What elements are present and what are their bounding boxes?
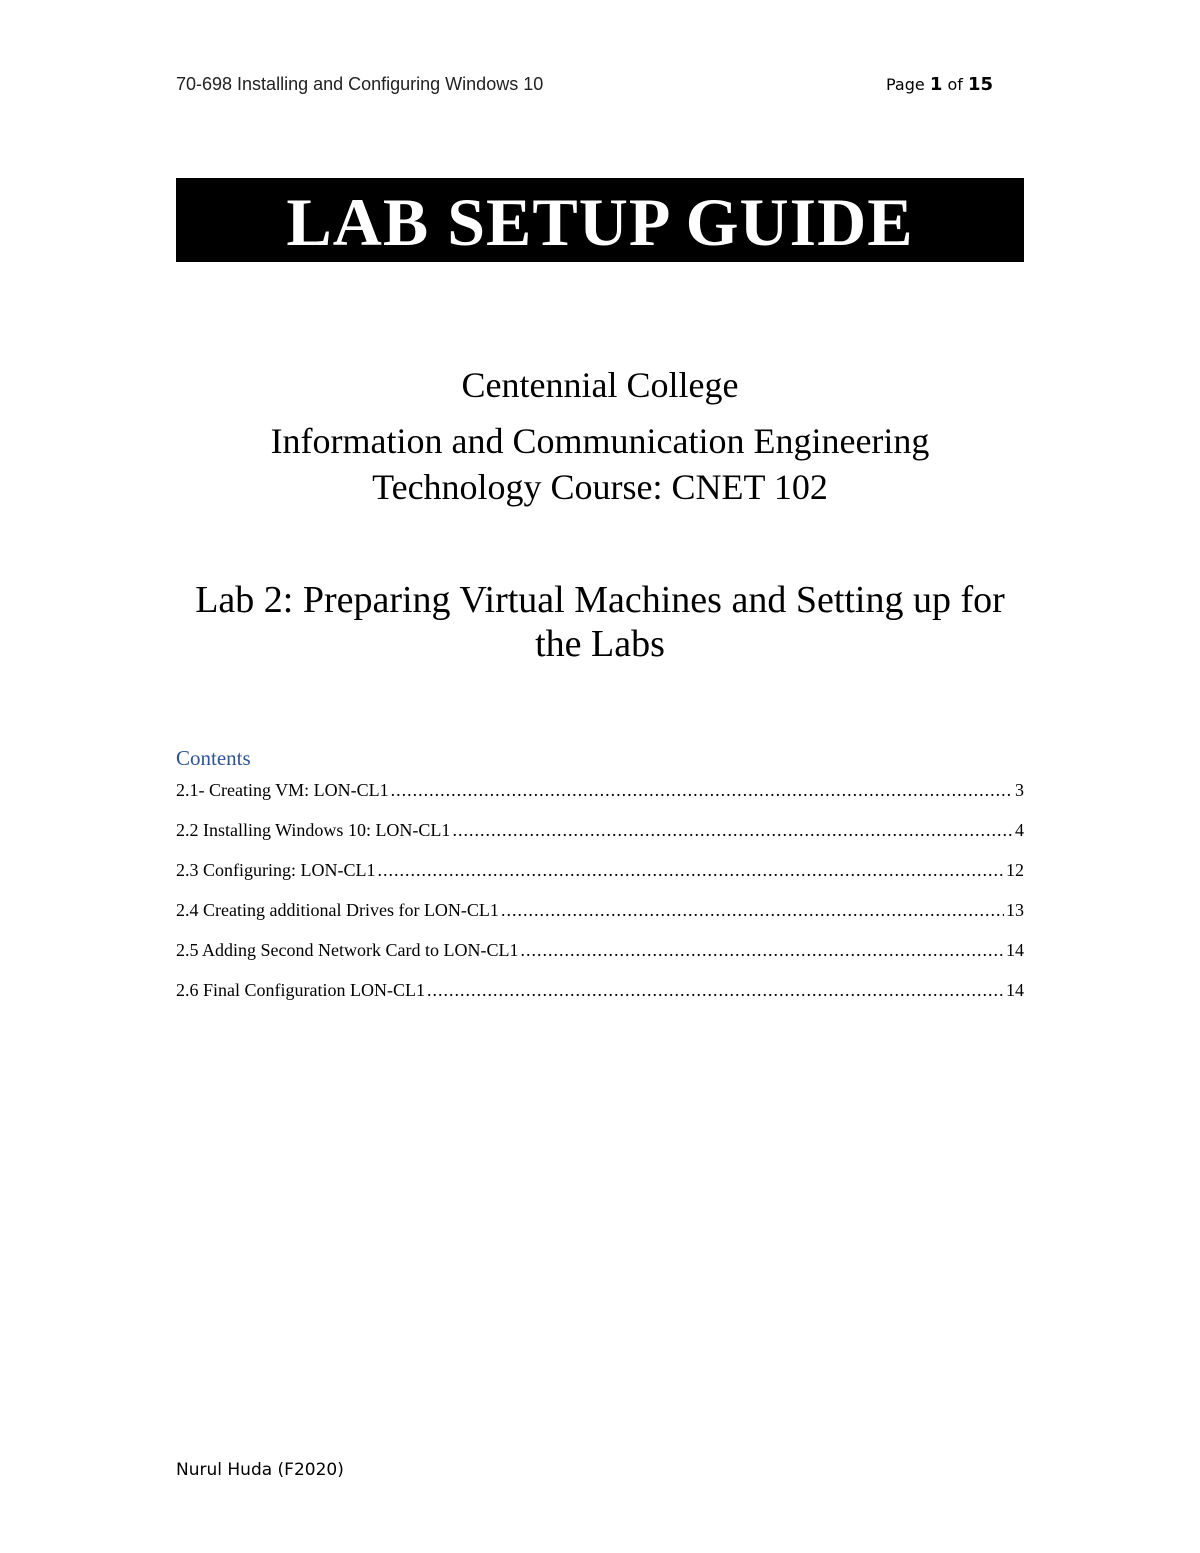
toc-entry-page: 14 <box>1006 940 1024 960</box>
page-total: 15 <box>967 74 994 95</box>
toc-entry-label: 2.4 Creating additional Drives for LON-CL1 <box>176 900 499 920</box>
lab-title-line-2: the Labs <box>535 623 665 665</box>
page-word: Page <box>886 75 925 94</box>
header-course-title: 70-698 Installing and Configuring Windows 10 <box>176 74 544 94</box>
toc-entry-label: 2.2 Installing Windows 10: LON-CL1 <box>176 820 451 840</box>
toc-entry[interactable] <box>176 900 1024 940</box>
toc-leader-dots <box>501 900 1004 921</box>
toc-entry-page: 14 <box>1006 980 1024 1000</box>
toc-entry[interactable] <box>176 820 1024 860</box>
toc-entry-label: 2.3 Configuring: LON-CL1 <box>176 860 376 880</box>
table-of-contents <box>176 780 1024 1020</box>
toc-entry[interactable] <box>176 860 1024 900</box>
toc-entry-label: 2.5 Adding Second Network Card to LON-CL1 <box>176 940 519 960</box>
page-current: 1 <box>929 74 943 95</box>
footer-author: Nurul Huda (F2020) <box>176 1460 344 1480</box>
document-title: LAB SETUP GUIDE <box>286 184 914 260</box>
toc-entry[interactable] <box>176 780 1024 820</box>
department-line-1: Information and Communication Engineering <box>270 421 930 461</box>
toc-entry-label: 2.6 Final Configuration LON-CL1 <box>176 980 425 1000</box>
toc-entry-page: 12 <box>1006 860 1024 880</box>
toc-entry[interactable] <box>176 940 1024 980</box>
toc-entry-page: 13 <box>1006 900 1024 920</box>
toc-leader-dots <box>520 940 1004 961</box>
header-page-number <box>886 74 993 95</box>
department-line-2: Technology Course: CNET 102 <box>372 467 828 507</box>
toc-entry-page: 3 <box>1015 780 1024 800</box>
title-banner <box>176 178 1024 262</box>
toc-leader-dots <box>378 860 1005 881</box>
toc-leader-dots <box>427 980 1004 1001</box>
toc-entry-label: 2.1- Creating VM: LON-CL1 <box>176 780 389 800</box>
page-of: of <box>947 75 963 94</box>
college-name: Centennial College <box>461 365 739 405</box>
lab-title-line-1: Lab 2: Preparing Virtual Machines and Setting up for <box>195 579 1005 621</box>
toc-entry-page: 4 <box>1015 820 1024 840</box>
toc-leader-dots <box>391 780 1013 801</box>
toc-leader-dots <box>452 820 1013 841</box>
contents-heading: Contents <box>176 746 251 770</box>
toc-entry[interactable] <box>176 980 1024 1020</box>
